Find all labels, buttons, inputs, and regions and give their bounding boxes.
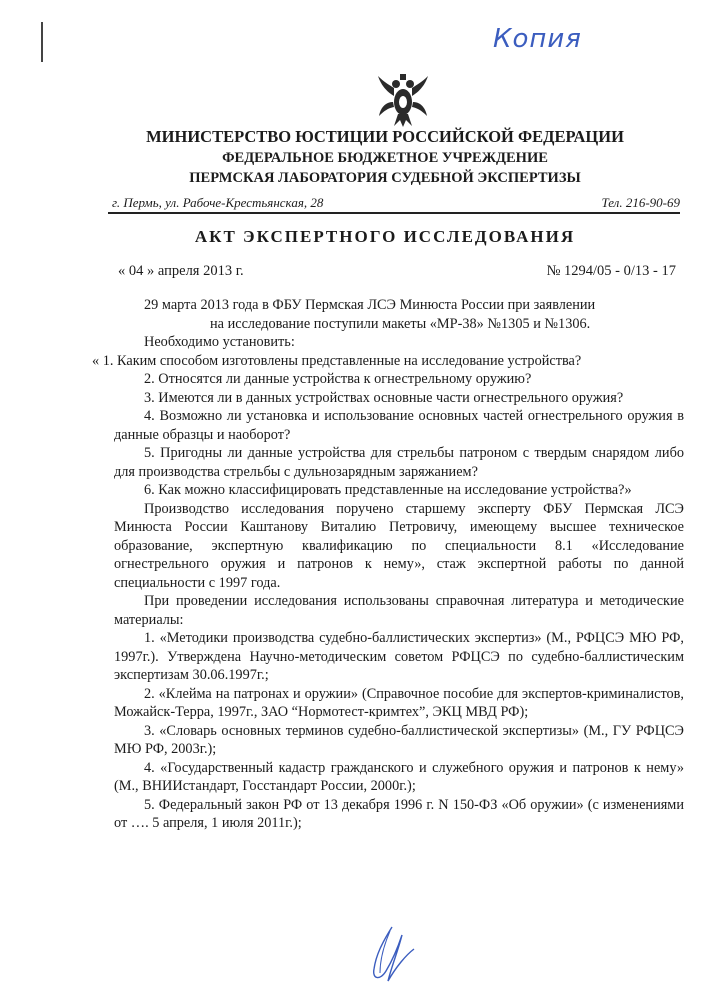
material-2: 2. «Клейма на патронах и оружии» (Справочное пособие для экспертов-криминалистов, Можайск-Терра, 1997г., ЗАО “Нормотест-кримтех”, ЭКЦ МВД РФ); [114,685,684,720]
question-1: « 1. Каким способом изготовлены представленные на исследование устройства? [92,352,582,369]
act-number: № 1294/05 - 0/13 - 17 [546,263,676,279]
material-1: 1. «Методики производства судебно-баллистических экспертиз» (М., РФЦСЭ МЮ РФ, 1997г.). Утверждена Научно-методическим советом РФЦСЭ по судебно-баллистическим экспертизам 30.06.1997г.; [114,630,684,683]
handwritten-signature [362,925,428,987]
institution-heading: ФЕДЕРАЛЬНОЕ БЮДЖЕТНОЕ УЧРЕЖДЕНИЕ [222,150,548,166]
ministry-heading: МИНИСТЕРСТВО ЮСТИЦИИ РОССИЙСКОЙ ФЕДЕРАЦИИ [146,127,624,146]
intro-line-2: на исследование поступили макеты «МР-38» №1305 и №1306. [210,315,591,332]
materials-heading: При проведении исследования использованы справочная литература и методические материалы: [114,593,684,628]
expert-paragraph: Производство исследования поручено старшему эксперту ФБУ Пермская ЛСЭ Минюста России Каштанову Виталию Петровичу, имеющему высшее техническое образование, экспертную квалификацию по специальности 8.1 «Исследование огнестрельного оружия и патронов к нему», стаж экспертной работы по данной специальности с 1997 года. [114,500,684,591]
need-heading: Необходимо установить: [144,334,295,350]
question-6: 6. Как можно классифицировать представленные на исследование устройства?» [144,482,632,498]
header-divider [108,212,680,214]
intro-line-1: 29 марта 2013 года в ФБУ Пермская ЛСЭ Минюста России при заявлении [144,297,596,313]
address: г. Пермь, ул. Рабоче-Крестьянская, 28 [112,195,324,210]
margin-mark [41,22,43,62]
question-4: 4. Возможно ли установка и использование основных частей огнестрельного оружия в данные образцы и наоборот? [114,408,684,443]
document-body [92,296,684,833]
act-date: « 04 » апреля 2013 г. [118,263,244,279]
material-4: 4. «Государственный кадастр гражданского и служебного оружия и патронов к нему» (М., ВНИИстандарт, Госстандарт России, 2000г.); [114,759,684,794]
laboratory-heading: ПЕРМСКАЯ ЛАБОРАТОРИЯ СУДЕБНОЙ ЭКСПЕРТИЗЫ [189,170,581,186]
material-5: 5. Федеральный закон РФ от 13 декабря 1996 г. N 150-ФЗ «Об оружии» (с изменениями от …. 5 апреля, 1 июля 2011г.); [114,796,684,831]
double-headed-eagle-emblem-icon [376,72,430,128]
handwritten-copy-note: Копия [493,24,582,54]
question-3: 3. Имеются ли в данных устройствах основные части огнестрельного оружия? [144,389,624,406]
material-3: 3. «Словарь основных терминов судебно-баллистической экспертизы» (М., ГУ РФЦСЭ МЮ РФ, 2003г.); [114,722,684,757]
document-title: АКТ ЭКСПЕРТНОГО ИССЛЕДОВАНИЯ [194,227,576,246]
phone: Тел. 216-90-69 [601,195,680,210]
question-5: 5. Пригодны ли данные устройства для стрельбы патроном с твердым снарядом либо для производства стрельбы с дульнозарядным заряжанием? [114,445,684,480]
question-2: 2. Относятся ли данные устройства к огнестрельному оружию? [144,371,532,387]
